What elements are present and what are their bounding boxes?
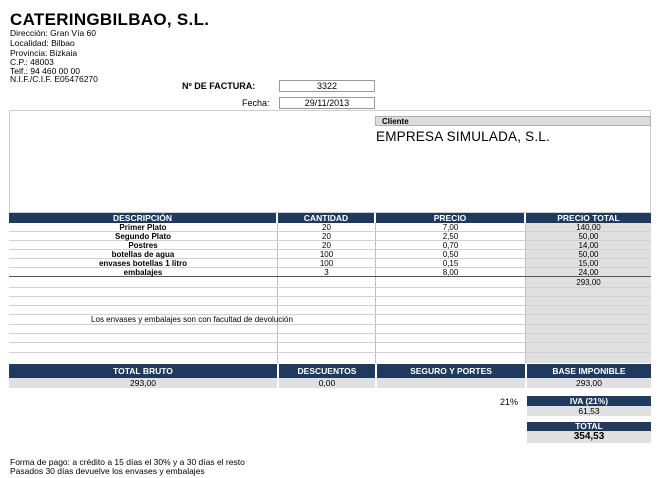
subtotal-value: 293,00 [576, 278, 601, 287]
row-quantity: 3 [324, 268, 329, 277]
row-total: 24,00 [578, 268, 599, 277]
vat-amount: 61,53 [527, 406, 651, 416]
table-row [9, 232, 651, 241]
row-quantity: 20 [322, 223, 331, 232]
company-city: Localidad: Bilbao [10, 38, 75, 48]
discounts-header: DESCUENTOS [279, 364, 375, 378]
company-name: CATERINGBILBAO, S.L. [10, 10, 210, 29]
row-price: 8,00 [442, 268, 459, 277]
invoice-date-label: Fecha: [242, 98, 270, 108]
company-postal-code: C.P.: 48003 [10, 57, 54, 67]
table-row [9, 250, 651, 259]
insurance-shipping-value [377, 378, 525, 388]
row-description: Primer Plato [119, 223, 167, 232]
row-description: envases botellas 1 litro [98, 259, 188, 268]
vat-header: IVA (21%) [527, 396, 651, 406]
row-price: 0,70 [442, 241, 459, 250]
company-province: Provincia: Bizkaia [10, 48, 78, 58]
payment-terms: Forma de pago: a crédito a 15 días el 30% y a 30 días el resto [10, 457, 245, 467]
company-tax-id: N.I.F./C.I.F. E05476270 [10, 74, 98, 84]
empty-row [9, 334, 651, 343]
company-address: Dirección: Gran Vía 60 [10, 28, 96, 38]
invoice-number-field: 3322 [279, 80, 375, 92]
table-row [9, 223, 651, 232]
client-label: Cliente [375, 116, 651, 126]
invoice-number-label: Nº DE FACTURA: [182, 81, 256, 91]
empty-row [9, 306, 651, 315]
row-description: Segundo Plato [115, 232, 171, 241]
row-quantity: 20 [322, 241, 331, 250]
company-phone: Telf.: 94 460 00 00 [10, 66, 80, 76]
returns-note: Pasados 30 días devuelve los envases y embalajes [10, 466, 205, 476]
insurance-shipping-header: SEGURO Y PORTES [377, 364, 525, 378]
table-row [9, 268, 651, 277]
header-quantity: CANTIDAD [278, 213, 374, 223]
table-row [9, 259, 651, 268]
header-price: PRECIO [376, 213, 524, 223]
vat-rate: 21% [500, 397, 519, 407]
row-total: 50,00 [578, 250, 599, 259]
client-name: EMPRESA SIMULADA, S.L. [376, 129, 550, 144]
discounts-value: 0,00 [279, 378, 375, 388]
subtotal-row [9, 277, 651, 288]
empty-row [9, 297, 651, 306]
row-price: 0,15 [442, 259, 459, 268]
empty-row [9, 325, 651, 334]
total-amount: 354,53 [527, 431, 651, 443]
empty-row [9, 343, 651, 353]
row-quantity: 100 [319, 250, 334, 259]
gross-total-value: 293,00 [9, 378, 277, 388]
row-quantity: 100 [319, 259, 334, 268]
row-total: 50,00 [578, 232, 599, 241]
header-total-price: PRECIO TOTAL [526, 213, 651, 223]
row-price: 0,50 [442, 250, 459, 259]
gross-total-header: TOTAL BRUTO [9, 364, 277, 378]
items-table [9, 213, 651, 363]
row-total: 14,00 [578, 241, 599, 250]
row-total: 140,00 [576, 223, 601, 232]
empty-row [9, 288, 651, 297]
return-note: Los envases y embalajes son con facultad de devolución [91, 315, 293, 324]
total-header: TOTAL [527, 422, 651, 431]
note-row [9, 315, 651, 325]
taxable-base-value: 293,00 [527, 378, 651, 388]
header-description: DESCRIPCIÓN [9, 213, 276, 223]
invoice-date-field: 29/11/2013 [279, 97, 375, 109]
row-total: 15,00 [578, 259, 599, 268]
row-description: embalajes [123, 268, 163, 277]
row-price: 7,00 [442, 223, 459, 232]
table-row [9, 241, 651, 250]
row-description: botellas de agua [111, 250, 175, 259]
row-description: Postres [128, 241, 158, 250]
row-price: 2,50 [442, 232, 459, 241]
taxable-base-header: BASE IMPONIBLE [527, 364, 651, 378]
row-quantity: 20 [322, 232, 331, 241]
